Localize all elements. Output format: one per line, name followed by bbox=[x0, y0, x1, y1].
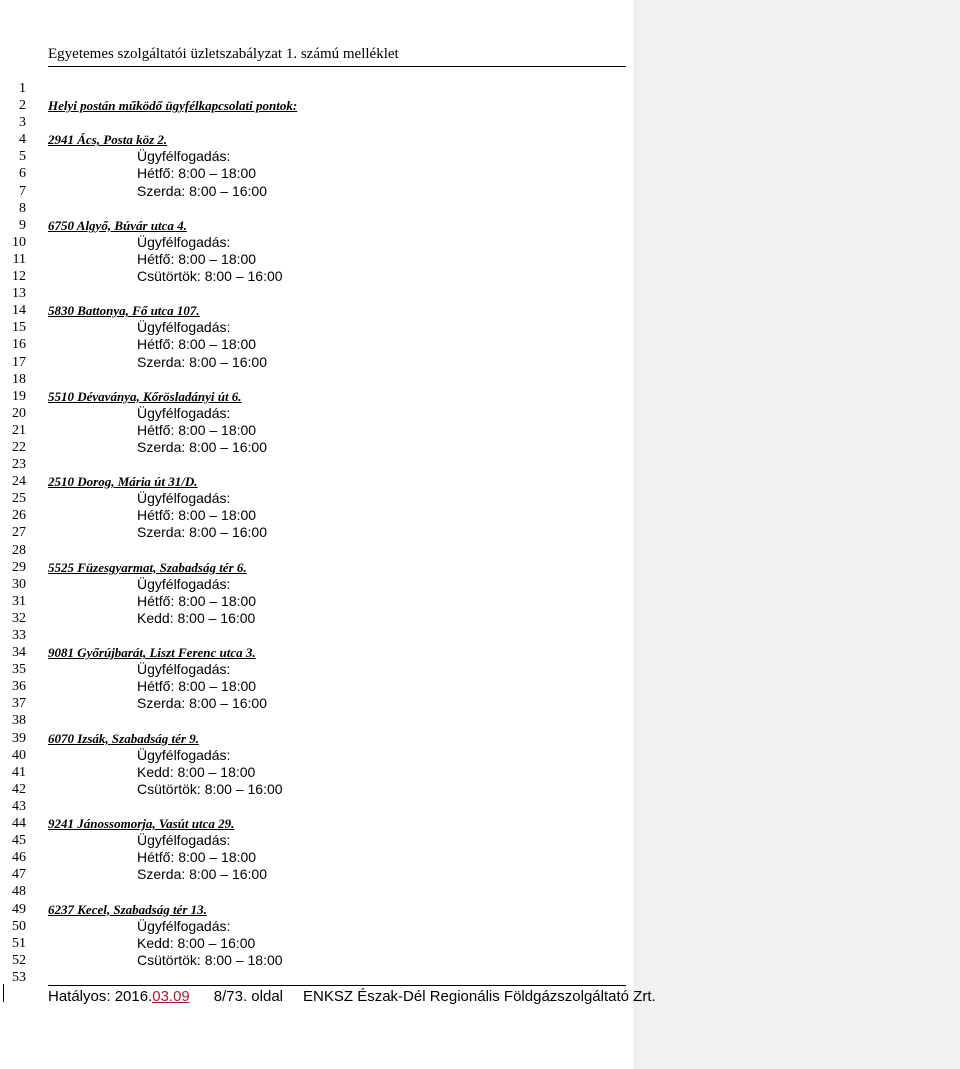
opening-hours: Hétfő: 8:00 – 18:00 bbox=[137, 165, 257, 182]
blank-line bbox=[48, 542, 626, 559]
line-number: 30 bbox=[12, 576, 26, 592]
line-number: 1 bbox=[19, 81, 26, 96]
line-number: 20 bbox=[12, 405, 26, 421]
line-number: 47 bbox=[12, 867, 26, 883]
line-number: 32 bbox=[12, 610, 26, 626]
line-number: 52 bbox=[12, 952, 26, 968]
line-number: 43 bbox=[12, 798, 26, 814]
opening-hours: Szerda: 8:00 – 16:00 bbox=[137, 524, 267, 541]
line-number: 41 bbox=[12, 764, 26, 780]
footer-effective-label: Hatályos: 2016. bbox=[48, 988, 153, 1005]
reception-label: Ügyfélfogadás: bbox=[137, 404, 231, 421]
line-number: 14 bbox=[12, 303, 26, 319]
document-body bbox=[48, 80, 626, 986]
line-number: 10 bbox=[12, 234, 26, 250]
line-number: 50 bbox=[12, 918, 26, 934]
line-number: 19 bbox=[12, 388, 26, 404]
opening-hours: Csütörtök: 8:00 – 16:00 bbox=[137, 780, 283, 797]
line-number: 25 bbox=[12, 491, 26, 507]
reception-label: Ügyfélfogadás: bbox=[137, 233, 231, 250]
line-number: 36 bbox=[12, 679, 26, 695]
line-number: 23 bbox=[12, 457, 26, 473]
line-number: 5 bbox=[19, 149, 26, 165]
line-number: 28 bbox=[12, 542, 26, 558]
opening-hours: Kedd: 8:00 – 16:00 bbox=[137, 934, 256, 951]
change-bar bbox=[3, 984, 4, 1002]
line-number: 53 bbox=[12, 969, 26, 985]
footer-effective-changed: 03.09 bbox=[152, 988, 190, 1005]
reception-label: Ügyfélfogadás: bbox=[137, 575, 231, 592]
reception-label: Ügyfélfogadás: bbox=[137, 490, 231, 507]
line-number: 37 bbox=[12, 696, 26, 712]
line-number: 26 bbox=[12, 508, 26, 524]
line-number: 44 bbox=[12, 816, 26, 832]
line-number: 49 bbox=[12, 901, 26, 917]
opening-hours: Szerda: 8:00 – 16:00 bbox=[137, 438, 267, 455]
opening-hours: Hétfő: 8:00 – 18:00 bbox=[137, 336, 257, 353]
line-number: 12 bbox=[12, 269, 26, 285]
blank-line bbox=[48, 456, 626, 473]
opening-hours: Hétfő: 8:00 – 18:00 bbox=[137, 507, 257, 524]
office-address: 5525 Füzesgyarmat, Szabadság tér 6. bbox=[48, 559, 247, 575]
footer-rule bbox=[48, 985, 626, 986]
opening-hours: Szerda: 8:00 – 16:00 bbox=[137, 353, 267, 370]
opening-hours: Kedd: 8:00 – 16:00 bbox=[137, 609, 256, 626]
line-number: 31 bbox=[12, 593, 26, 609]
comment-pane bbox=[633, 0, 960, 1069]
office-address: 6750 Algyő, Búvár utca 4. bbox=[48, 217, 187, 233]
opening-hours: Hétfő: 8:00 – 18:00 bbox=[137, 849, 257, 866]
opening-hours: Szerda: 8:00 – 16:00 bbox=[137, 695, 267, 712]
line-number: 18 bbox=[12, 371, 26, 387]
section-title: Helyi postán működő ügyfélkapcsolati pontok: bbox=[48, 98, 298, 114]
opening-hours: Hétfő: 8:00 – 18:00 bbox=[137, 592, 257, 609]
line-number: 51 bbox=[12, 935, 26, 951]
reception-label: Ügyfélfogadás: bbox=[137, 661, 231, 678]
line-number: 42 bbox=[12, 781, 26, 797]
blank-line bbox=[48, 712, 626, 729]
opening-hours: Csütörtök: 8:00 – 18:00 bbox=[137, 951, 283, 968]
footer-company: ENKSZ Észak-Dél Regionális Földgázszolgáltató Zrt. bbox=[303, 988, 656, 1005]
line-number: 39 bbox=[12, 730, 26, 746]
opening-hours: Kedd: 8:00 – 18:00 bbox=[137, 763, 256, 780]
blank-line bbox=[48, 371, 626, 388]
blank-line bbox=[48, 969, 626, 986]
blank-line bbox=[48, 627, 626, 644]
line-number: 8 bbox=[19, 200, 26, 216]
line-number: 33 bbox=[12, 628, 26, 643]
office-address: 5830 Battonya, Fő utca 107. bbox=[48, 303, 200, 319]
blank-line bbox=[48, 114, 626, 131]
line-number: 17 bbox=[12, 354, 26, 370]
line-number: 48 bbox=[12, 884, 26, 900]
office-address: 9241 Jánossomorja, Vasút utca 29. bbox=[48, 816, 235, 832]
line-number: 29 bbox=[12, 559, 26, 575]
line-number: 11 bbox=[12, 251, 26, 267]
line-numbers bbox=[0, 80, 26, 986]
reception-label: Ügyfélfogadás: bbox=[137, 746, 231, 763]
page-header bbox=[48, 44, 626, 67]
line-number: 27 bbox=[12, 525, 26, 541]
office-address: 9081 Győrújbarát, Liszt Ferenc utca 3. bbox=[48, 645, 256, 661]
office-address: 2941 Ács, Posta köz 2. bbox=[48, 132, 168, 148]
blank-line bbox=[48, 80, 626, 97]
footer-page: 8/73. oldal bbox=[213, 988, 284, 1005]
blank-line bbox=[48, 883, 626, 900]
opening-hours: Hétfő: 8:00 – 18:00 bbox=[137, 250, 257, 267]
opening-hours: Szerda: 8:00 – 16:00 bbox=[137, 866, 267, 883]
office-address: 6070 Izsák, Szabadság tér 9. bbox=[48, 730, 199, 746]
line-number: 7 bbox=[19, 183, 26, 199]
opening-hours: Hétfő: 8:00 – 18:00 bbox=[137, 678, 257, 695]
line-number: 40 bbox=[12, 747, 26, 763]
blank-line bbox=[48, 285, 626, 302]
line-number: 13 bbox=[12, 286, 26, 302]
line-number: 3 bbox=[19, 115, 26, 131]
line-number: 45 bbox=[12, 833, 26, 849]
reception-label: Ügyfélfogadás: bbox=[137, 319, 231, 336]
line-number: 16 bbox=[12, 337, 26, 353]
office-address: 5510 Dévaványa, Kőrösladányi út 6. bbox=[48, 388, 242, 404]
office-address: 2510 Dorog, Mária út 31/D. bbox=[48, 474, 198, 490]
line-number: 15 bbox=[12, 320, 26, 336]
line-number: 34 bbox=[12, 645, 26, 661]
opening-hours: Hétfő: 8:00 – 18:00 bbox=[137, 421, 257, 438]
line-number: 38 bbox=[12, 713, 26, 729]
line-number: 4 bbox=[19, 132, 26, 148]
line-number: 35 bbox=[12, 662, 26, 678]
opening-hours: Csütörtök: 8:00 – 16:00 bbox=[137, 268, 283, 285]
line-number: 24 bbox=[12, 474, 26, 490]
line-number: 22 bbox=[12, 439, 26, 455]
line-number: 46 bbox=[12, 850, 26, 866]
office-address: 6237 Kecel, Szabadság tér 13. bbox=[48, 901, 207, 917]
line-number: 2 bbox=[19, 98, 26, 114]
header-text: Egyetemes szolgáltatói üzletszabályzat 1. számú melléklet bbox=[48, 46, 399, 62]
opening-hours: Szerda: 8:00 – 16:00 bbox=[137, 182, 267, 199]
reception-label: Ügyfélfogadás: bbox=[137, 917, 231, 934]
blank-line bbox=[48, 798, 626, 815]
reception-label: Ügyfélfogadás: bbox=[137, 148, 231, 165]
blank-line bbox=[48, 200, 626, 217]
reception-label: Ügyfélfogadás: bbox=[137, 832, 231, 849]
line-number: 6 bbox=[19, 166, 26, 182]
line-number: 21 bbox=[12, 422, 26, 438]
page-footer bbox=[48, 988, 656, 1006]
line-number: 9 bbox=[19, 217, 26, 233]
